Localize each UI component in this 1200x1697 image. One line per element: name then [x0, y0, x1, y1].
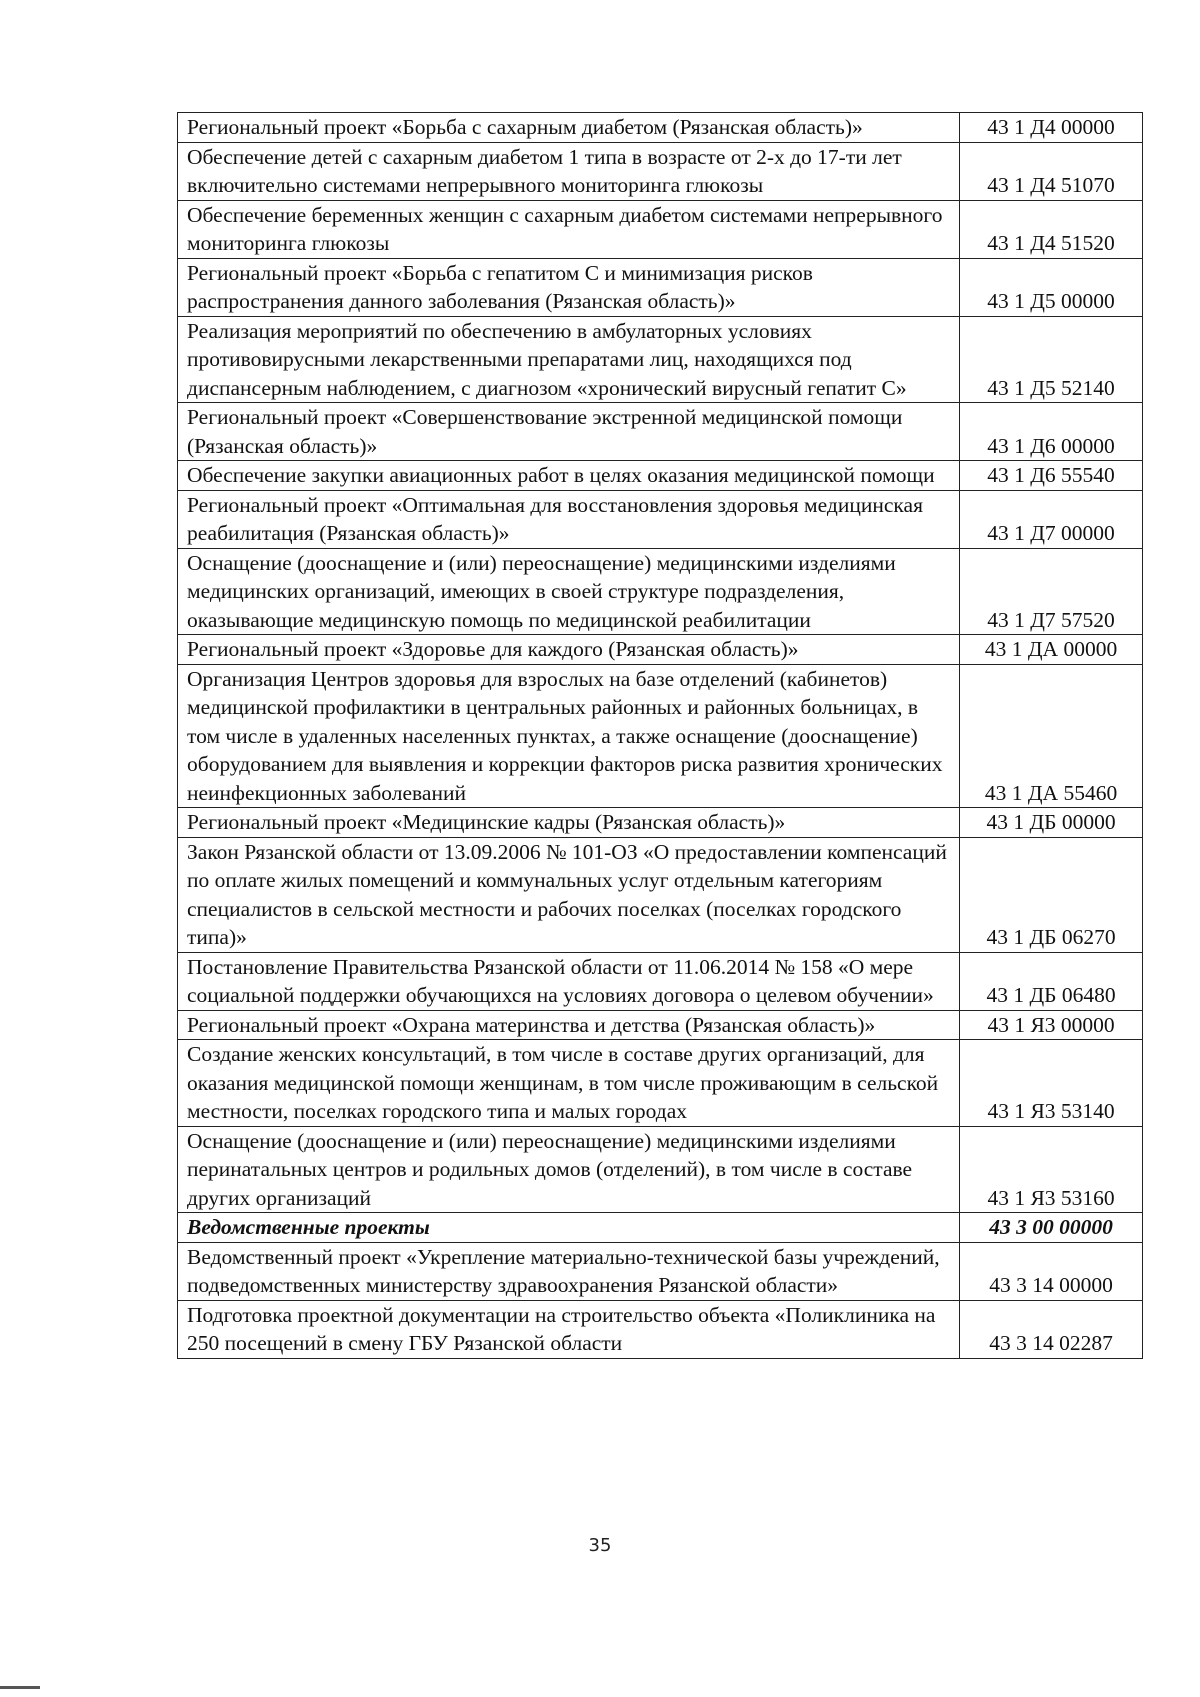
row-code-cell: 43 1 ДА 55460: [960, 664, 1143, 808]
row-name-cell: Постановление Правительства Рязанской области от 11.06.2014 № 158 «О мере социальной поддержки обучающихся на условиях договора о целевом обучении»: [178, 952, 960, 1010]
table-row: [178, 1242, 1143, 1300]
table-row: [178, 1040, 1143, 1127]
row-code-cell: 43 1 ДБ 06270: [960, 837, 1143, 952]
row-name-cell: Создание женских консультаций, в том числе в составе других организаций, для оказания медицинской помощи женщинам, в том числе проживающим в сельской местности, поселках городского типа и малых городах: [178, 1040, 960, 1127]
row-name-cell: Региональный проект «Медицинские кадры (Рязанская область)»: [178, 808, 960, 838]
row-name-cell: Региональный проект «Охрана материнства и детства (Рязанская область)»: [178, 1010, 960, 1040]
row-code-cell: 43 1 Я3 53160: [960, 1126, 1143, 1213]
row-code-cell: 43 3 14 02287: [960, 1300, 1143, 1358]
row-code-cell: 43 1 Д7 57520: [960, 548, 1143, 635]
row-name-cell: Оснащение (дооснащение и (или) переоснащение) медицинскими изделиями медицинских организаций, имеющих в своей структуре подразделения, оказывающие медицинскую помощь по медицинской реабилитации: [178, 548, 960, 635]
row-name-cell: Организация Центров здоровья для взрослых на базе отделений (кабинетов) медицинской профилактики в центральных районных и районных больницах, в том числе в удаленных населенных пунктах, а также оснащение (дооснащение) оборудованием для выявления и коррекции факторов риска развития хронических неинфекционных заболеваний: [178, 664, 960, 808]
table-row: [178, 664, 1143, 808]
table-row: [178, 808, 1143, 838]
table-row: [178, 461, 1143, 491]
row-name-cell: Обеспечение детей с сахарным диабетом 1 типа в возрасте от 2-х до 17-ти лет включительно системами непрерывного мониторинга глюкозы: [178, 142, 960, 200]
table-row: [178, 1010, 1143, 1040]
row-name-cell: Обеспечение закупки авиационных работ в целях оказания медицинской помощи: [178, 461, 960, 491]
table-row: [178, 200, 1143, 258]
table-body: [178, 113, 1143, 1359]
table-row: [178, 113, 1143, 143]
row-name-cell: Региональный проект «Оптимальная для восстановления здоровья медицинская реабилитация (Рязанская область)»: [178, 490, 960, 548]
row-name-cell: Обеспечение беременных женщин с сахарным диабетом системами непрерывного мониторинга глюкозы: [178, 200, 960, 258]
row-name-cell: Подготовка проектной документации на строительство объекта «Поликлиника на 250 посещений в смену ГБУ Рязанской области: [178, 1300, 960, 1358]
row-code-cell: 43 1 Я3 53140: [960, 1040, 1143, 1127]
budget-classification-table: [177, 112, 1143, 1359]
table-row: [178, 1300, 1143, 1358]
table-row: [178, 837, 1143, 952]
row-code-cell: 43 3 00 00000: [960, 1213, 1143, 1243]
table-row: [178, 142, 1143, 200]
section-row: [178, 1213, 1143, 1243]
row-code-cell: 43 1 ДА 00000: [960, 635, 1143, 665]
row-code-cell: 43 1 Д4 51070: [960, 142, 1143, 200]
row-code-cell: 43 1 Д6 00000: [960, 403, 1143, 461]
row-code-cell: 43 1 Я3 00000: [960, 1010, 1143, 1040]
table-row: [178, 316, 1143, 403]
row-code-cell: 43 1 Д4 00000: [960, 113, 1143, 143]
row-name-cell: Оснащение (дооснащение и (или) переоснащение) медицинскими изделиями перинатальных центров и родильных домов (отделений), в том числе в составе других организаций: [178, 1126, 960, 1213]
row-code-cell: 43 1 Д5 52140: [960, 316, 1143, 403]
table-row: [178, 1126, 1143, 1213]
table-row: [178, 548, 1143, 635]
row-name-cell: Ведомственный проект «Укрепление материально-технической базы учреждений, подведомственных министерству здравоохранения Рязанской области»: [178, 1242, 960, 1300]
table-row: [178, 952, 1143, 1010]
row-code-cell: 43 1 Д4 51520: [960, 200, 1143, 258]
row-name-cell: Региональный проект «Борьба с сахарным диабетом (Рязанская область)»: [178, 113, 960, 143]
page-number: 35: [588, 1535, 612, 1556]
row-code-cell: 43 1 Д6 55540: [960, 461, 1143, 491]
row-name-cell: Реализация мероприятий по обеспечению в амбулаторных условиях противовирусными лекарственными препаратами лиц, находящихся под диспансерным наблюдением, с диагнозом «хронический вирусный гепатит С»: [178, 316, 960, 403]
row-code-cell: 43 1 Д5 00000: [960, 258, 1143, 316]
table-row: [178, 635, 1143, 665]
row-code-cell: 43 3 14 00000: [960, 1242, 1143, 1300]
row-name-cell: Региональный проект «Здоровье для каждого (Рязанская область)»: [178, 635, 960, 665]
row-name-cell: Ведомственные проекты: [178, 1213, 960, 1243]
row-code-cell: 43 1 Д7 00000: [960, 490, 1143, 548]
table-row: [178, 403, 1143, 461]
row-name-cell: Региональный проект «Совершенствование экстренной медицинской помощи (Рязанская область)»: [178, 403, 960, 461]
row-code-cell: 43 1 ДБ 06480: [960, 952, 1143, 1010]
row-code-cell: 43 1 ДБ 00000: [960, 808, 1143, 838]
table-row: [178, 258, 1143, 316]
margin-mark: [0, 1686, 40, 1689]
table-row: [178, 490, 1143, 548]
row-name-cell: Закон Рязанской области от 13.09.2006 № 101-ОЗ «О предоставлении компенсаций по оплате жилых помещений и коммунальных услуг отдельным категориям специалистов в сельской местности и рабочих поселках (поселках городского типа)»: [178, 837, 960, 952]
row-name-cell: Региональный проект «Борьба с гепатитом С и минимизация рисков распространения данного заболевания (Рязанская область)»: [178, 258, 960, 316]
